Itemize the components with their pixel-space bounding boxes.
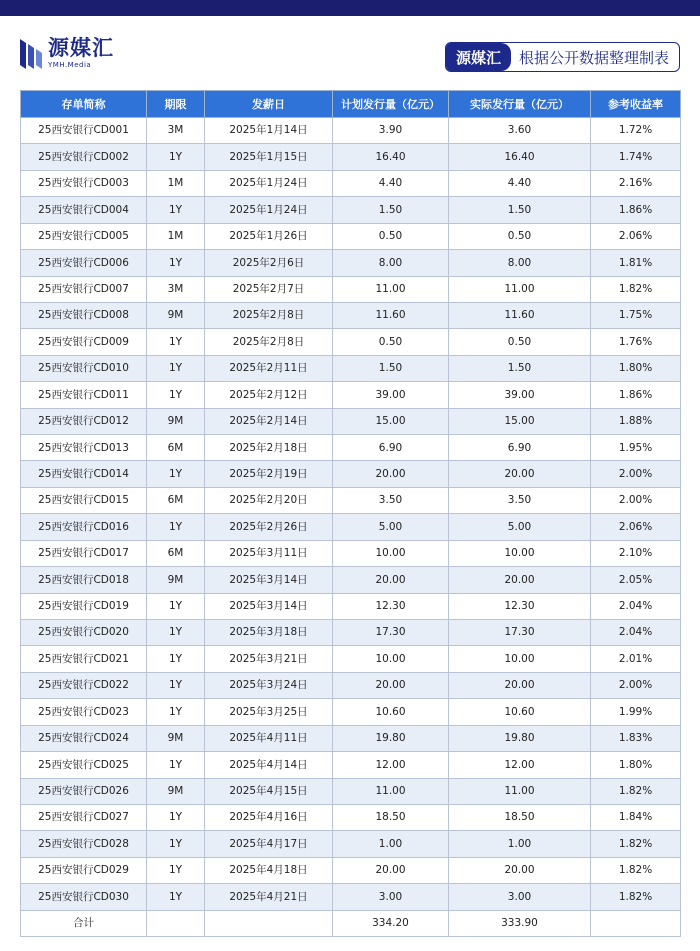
table-cell: 2.16% xyxy=(591,170,681,196)
table-cell: 6M xyxy=(147,487,205,513)
table-cell: 25西安银行CD013 xyxy=(21,435,147,461)
total-cell: 合计 xyxy=(21,910,147,936)
table-cell: 2025年2月8日 xyxy=(205,329,333,355)
column-header: 计划发行量（亿元） xyxy=(333,91,449,118)
table-cell: 4.40 xyxy=(449,170,591,196)
table-cell: 1.75% xyxy=(591,302,681,328)
table-cell: 1.76% xyxy=(591,329,681,355)
table-row xyxy=(21,118,681,144)
table-row xyxy=(21,699,681,725)
table-cell: 2025年1月24日 xyxy=(205,197,333,223)
table-cell: 9M xyxy=(147,408,205,434)
table-cell: 25西安银行CD024 xyxy=(21,725,147,751)
table-cell: 3.60 xyxy=(449,118,591,144)
table-cell: 1.84% xyxy=(591,804,681,830)
column-header: 参考收益率 xyxy=(591,91,681,118)
table-cell: 25西安银行CD021 xyxy=(21,646,147,672)
table-cell: 25西安银行CD009 xyxy=(21,329,147,355)
table-row xyxy=(21,593,681,619)
table-cell: 1Y xyxy=(147,857,205,883)
table-row xyxy=(21,197,681,223)
table-cell: 2025年4月11日 xyxy=(205,725,333,751)
table-cell: 1.88% xyxy=(591,408,681,434)
table-row xyxy=(21,646,681,672)
table-row xyxy=(21,461,681,487)
table-cell: 25西安银行CD022 xyxy=(21,672,147,698)
table-row xyxy=(21,250,681,276)
table-cell: 25西安银行CD025 xyxy=(21,752,147,778)
table-cell: 25西安银行CD029 xyxy=(21,857,147,883)
table-cell: 25西安银行CD023 xyxy=(21,699,147,725)
table-cell: 25西安银行CD010 xyxy=(21,355,147,381)
table-cell: 2025年2月11日 xyxy=(205,355,333,381)
table-cell: 2.01% xyxy=(591,646,681,672)
total-cell: 334.20 xyxy=(333,910,449,936)
table-cell: 1.82% xyxy=(591,857,681,883)
table-row xyxy=(21,778,681,804)
table-cell: 11.00 xyxy=(333,276,449,302)
table-cell: 2025年3月24日 xyxy=(205,672,333,698)
table-cell: 2025年1月26日 xyxy=(205,223,333,249)
table-cell: 1.50 xyxy=(333,197,449,223)
page-header xyxy=(0,16,700,86)
table-cell: 3M xyxy=(147,276,205,302)
table-cell: 2025年2月19日 xyxy=(205,461,333,487)
table-row xyxy=(21,831,681,857)
table-cell: 3.50 xyxy=(449,487,591,513)
table-cell: 10.60 xyxy=(449,699,591,725)
table-row xyxy=(21,382,681,408)
table-cell: 1Y xyxy=(147,804,205,830)
table-cell: 1M xyxy=(147,223,205,249)
source-description: 根据公开数据整理制表 xyxy=(518,48,669,67)
column-header: 存单简称 xyxy=(21,91,147,118)
table-cell: 16.40 xyxy=(333,144,449,170)
table-cell: 2.00% xyxy=(591,672,681,698)
table-cell: 1.86% xyxy=(591,382,681,408)
table-cell: 15.00 xyxy=(333,408,449,434)
total-cell xyxy=(205,910,333,936)
table-cell: 20.00 xyxy=(333,672,449,698)
table-cell: 25西安银行CD004 xyxy=(21,197,147,223)
table-cell: 10.60 xyxy=(333,699,449,725)
total-cell xyxy=(591,910,681,936)
table-cell: 3.50 xyxy=(333,487,449,513)
total-cell xyxy=(147,910,205,936)
table-row xyxy=(21,144,681,170)
table-cell: 9M xyxy=(147,302,205,328)
table-cell: 1Y xyxy=(147,250,205,276)
table-cell: 25西安银行CD015 xyxy=(21,487,147,513)
table-cell: 2025年3月14日 xyxy=(205,567,333,593)
table-cell: 3.00 xyxy=(333,884,449,910)
table-cell: 11.60 xyxy=(333,302,449,328)
table-cell: 5.00 xyxy=(333,514,449,540)
table-row xyxy=(21,276,681,302)
table-cell: 2025年2月20日 xyxy=(205,487,333,513)
table-cell: 25西安银行CD020 xyxy=(21,620,147,646)
table-cell: 5.00 xyxy=(449,514,591,540)
table-row xyxy=(21,620,681,646)
table-cell: 19.80 xyxy=(333,725,449,751)
table-cell: 11.00 xyxy=(333,778,449,804)
table-cell: 1Y xyxy=(147,831,205,857)
table-cell: 8.00 xyxy=(333,250,449,276)
table-cell: 1Y xyxy=(147,144,205,170)
table-cell: 9M xyxy=(147,778,205,804)
table-cell: 1.95% xyxy=(591,435,681,461)
table-cell: 20.00 xyxy=(449,567,591,593)
table-cell: 2.04% xyxy=(591,593,681,619)
table-cell: 6.90 xyxy=(449,435,591,461)
table-cell: 25西安银行CD018 xyxy=(21,567,147,593)
source-brand: 源媒汇 xyxy=(446,43,511,71)
logo-mark-icon xyxy=(20,39,42,69)
table-cell: 9M xyxy=(147,567,205,593)
table-cell: 2025年2月18日 xyxy=(205,435,333,461)
table-cell: 1.50 xyxy=(333,355,449,381)
table-cell: 1Y xyxy=(147,699,205,725)
table-cell: 3.00 xyxy=(449,884,591,910)
table-cell: 1.82% xyxy=(591,884,681,910)
table-cell: 2025年2月12日 xyxy=(205,382,333,408)
table-row xyxy=(21,355,681,381)
table-cell: 10.00 xyxy=(333,540,449,566)
table-cell: 1.86% xyxy=(591,197,681,223)
table-cell: 1.50 xyxy=(449,355,591,381)
table-cell: 15.00 xyxy=(449,408,591,434)
table-cell: 25西安银行CD016 xyxy=(21,514,147,540)
table-row xyxy=(21,567,681,593)
table-cell: 2.05% xyxy=(591,567,681,593)
column-header: 实际发行量（亿元） xyxy=(449,91,591,118)
table-cell: 25西安银行CD008 xyxy=(21,302,147,328)
total-cell: 333.90 xyxy=(449,910,591,936)
table-cell: 2025年3月21日 xyxy=(205,646,333,672)
table-cell: 10.00 xyxy=(333,646,449,672)
table-cell: 1Y xyxy=(147,514,205,540)
table-cell: 6M xyxy=(147,540,205,566)
table-cell: 1.80% xyxy=(591,752,681,778)
table-cell: 25西安银行CD007 xyxy=(21,276,147,302)
table-row xyxy=(21,302,681,328)
table-cell: 0.50 xyxy=(449,223,591,249)
logo-chinese-name: 源媒汇 xyxy=(48,36,114,60)
table-cell: 2025年1月15日 xyxy=(205,144,333,170)
table-cell: 2.06% xyxy=(591,514,681,540)
table-cell: 10.00 xyxy=(449,646,591,672)
table-cell: 25西安银行CD030 xyxy=(21,884,147,910)
table-cell: 3.90 xyxy=(333,118,449,144)
table-cell: 9M xyxy=(147,725,205,751)
table-row xyxy=(21,329,681,355)
table-cell: 20.00 xyxy=(333,857,449,883)
table-cell: 2.06% xyxy=(591,223,681,249)
table-cell: 2.00% xyxy=(591,461,681,487)
table-cell: 1.83% xyxy=(591,725,681,751)
table-cell: 12.00 xyxy=(333,752,449,778)
table-cell: 1Y xyxy=(147,672,205,698)
table-cell: 25西安银行CD002 xyxy=(21,144,147,170)
table-cell: 1Y xyxy=(147,329,205,355)
table-cell: 1Y xyxy=(147,461,205,487)
table-cell: 1.82% xyxy=(591,778,681,804)
table-cell: 25西安银行CD026 xyxy=(21,778,147,804)
table-cell: 1M xyxy=(147,170,205,196)
table-cell: 39.00 xyxy=(333,382,449,408)
table-cell: 19.80 xyxy=(449,725,591,751)
top-color-bar xyxy=(0,0,700,16)
table-cell: 6M xyxy=(147,435,205,461)
table-cell: 2025年2月26日 xyxy=(205,514,333,540)
logo-english-name: YMH.Media xyxy=(48,61,92,69)
table-cell: 0.50 xyxy=(333,329,449,355)
table-cell: 25西安银行CD012 xyxy=(21,408,147,434)
table-cell: 20.00 xyxy=(333,461,449,487)
table-cell: 2025年2月7日 xyxy=(205,276,333,302)
table-cell: 1.00 xyxy=(333,831,449,857)
table-cell: 39.00 xyxy=(449,382,591,408)
table-cell: 25西安银行CD017 xyxy=(21,540,147,566)
table-cell: 2.00% xyxy=(591,487,681,513)
table-cell: 1.82% xyxy=(591,276,681,302)
table-row xyxy=(21,857,681,883)
table-cell: 2025年1月14日 xyxy=(205,118,333,144)
table-cell: 2025年3月18日 xyxy=(205,620,333,646)
table-row xyxy=(21,170,681,196)
table-cell: 1Y xyxy=(147,197,205,223)
table-header-row xyxy=(21,91,681,118)
table-cell: 1Y xyxy=(147,752,205,778)
table-cell: 1Y xyxy=(147,593,205,619)
table-cell: 2025年4月21日 xyxy=(205,884,333,910)
table-row xyxy=(21,487,681,513)
table-cell: 25西安银行CD005 xyxy=(21,223,147,249)
table-cell: 2025年2月8日 xyxy=(205,302,333,328)
table-cell: 2025年3月14日 xyxy=(205,593,333,619)
table-cell: 2025年4月17日 xyxy=(205,831,333,857)
table-row xyxy=(21,725,681,751)
table-cell: 1Y xyxy=(147,620,205,646)
table-cell: 10.00 xyxy=(449,540,591,566)
table-cell: 2025年2月14日 xyxy=(205,408,333,434)
table-cell: 2025年3月11日 xyxy=(205,540,333,566)
total-row xyxy=(21,910,681,936)
table-cell: 2025年2月6日 xyxy=(205,250,333,276)
table-cell: 11.60 xyxy=(449,302,591,328)
column-header: 期限 xyxy=(147,91,205,118)
table-row xyxy=(21,435,681,461)
table-row xyxy=(21,804,681,830)
table-cell: 25西安银行CD011 xyxy=(21,382,147,408)
table-cell: 12.30 xyxy=(333,593,449,619)
table-row xyxy=(21,752,681,778)
table-cell: 25西安银行CD028 xyxy=(21,831,147,857)
table-cell: 1.80% xyxy=(591,355,681,381)
table-cell: 20.00 xyxy=(449,857,591,883)
table-cell: 1Y xyxy=(147,382,205,408)
table-cell: 3M xyxy=(147,118,205,144)
table-cell: 2025年4月15日 xyxy=(205,778,333,804)
table-row xyxy=(21,223,681,249)
table-row xyxy=(21,408,681,434)
source-note xyxy=(445,42,680,72)
table-cell: 0.50 xyxy=(449,329,591,355)
cd-issuance-table xyxy=(20,90,681,937)
column-header: 发薪日 xyxy=(205,91,333,118)
table-row xyxy=(21,672,681,698)
brand-logo xyxy=(20,38,114,69)
table-row xyxy=(21,884,681,910)
table-cell: 1.72% xyxy=(591,118,681,144)
table-cell: 17.30 xyxy=(333,620,449,646)
table-cell: 16.40 xyxy=(449,144,591,170)
table-cell: 25西安银行CD003 xyxy=(21,170,147,196)
table-cell: 0.50 xyxy=(333,223,449,249)
table-cell: 2025年4月18日 xyxy=(205,857,333,883)
table-cell: 2025年4月16日 xyxy=(205,804,333,830)
table-cell: 8.00 xyxy=(449,250,591,276)
table-cell: 2025年1月24日 xyxy=(205,170,333,196)
table-cell: 2025年3月25日 xyxy=(205,699,333,725)
table-cell: 20.00 xyxy=(449,672,591,698)
table-cell: 4.40 xyxy=(333,170,449,196)
table-cell: 2.04% xyxy=(591,620,681,646)
table-cell: 20.00 xyxy=(333,567,449,593)
table-cell: 17.30 xyxy=(449,620,591,646)
table-cell: 25西安银行CD001 xyxy=(21,118,147,144)
table-cell: 1.82% xyxy=(591,831,681,857)
table-cell: 1.81% xyxy=(591,250,681,276)
table-cell: 1Y xyxy=(147,884,205,910)
table-cell: 25西安银行CD014 xyxy=(21,461,147,487)
table-cell: 18.50 xyxy=(449,804,591,830)
table-cell: 1Y xyxy=(147,355,205,381)
table-cell: 12.00 xyxy=(449,752,591,778)
table-cell: 1Y xyxy=(147,646,205,672)
table-cell: 18.50 xyxy=(333,804,449,830)
table-row xyxy=(21,514,681,540)
table-cell: 1.50 xyxy=(449,197,591,223)
table-cell: 25西安银行CD027 xyxy=(21,804,147,830)
table-cell: 1.00 xyxy=(449,831,591,857)
table-cell: 2.10% xyxy=(591,540,681,566)
table-cell: 1.99% xyxy=(591,699,681,725)
table-cell: 2025年4月14日 xyxy=(205,752,333,778)
table-cell: 20.00 xyxy=(449,461,591,487)
table-cell: 12.30 xyxy=(449,593,591,619)
table-cell: 25西安银行CD019 xyxy=(21,593,147,619)
table-cell: 6.90 xyxy=(333,435,449,461)
table-cell: 11.00 xyxy=(449,778,591,804)
table-cell: 11.00 xyxy=(449,276,591,302)
table-row xyxy=(21,540,681,566)
table-cell: 25西安银行CD006 xyxy=(21,250,147,276)
table-cell: 1.74% xyxy=(591,144,681,170)
